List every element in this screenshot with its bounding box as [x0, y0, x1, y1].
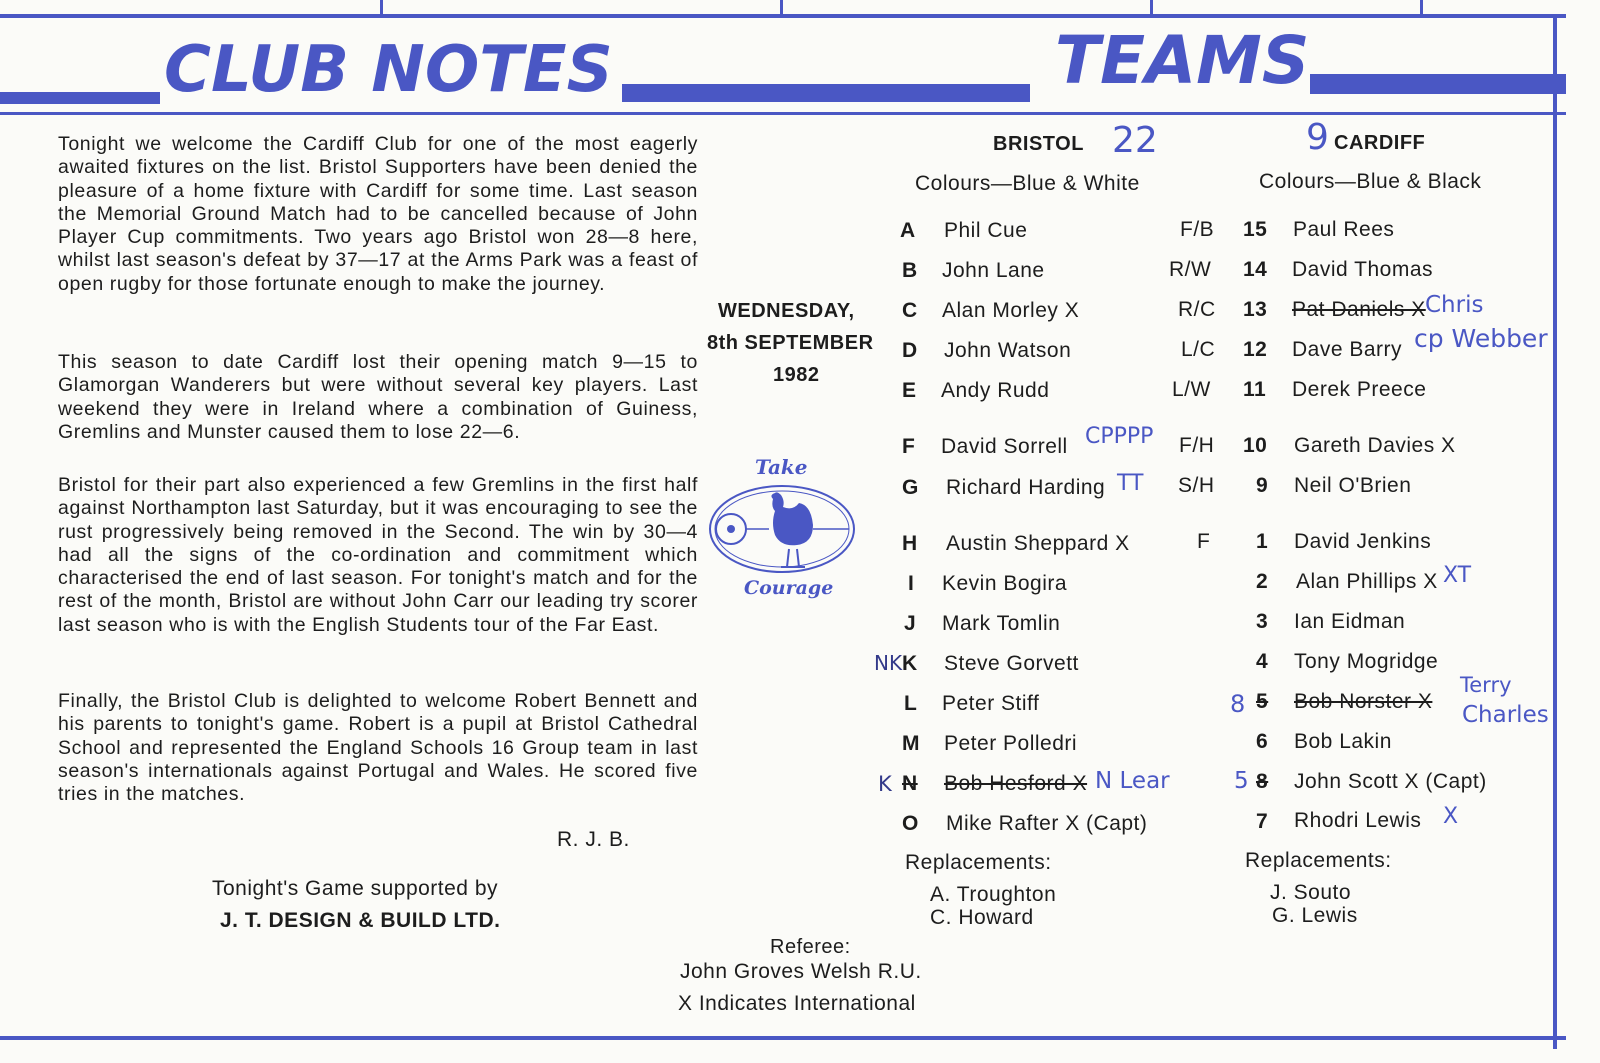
position-label: F/H	[1179, 434, 1215, 457]
page-right-border	[1553, 14, 1557, 1049]
away-player-number: 1	[1256, 530, 1269, 553]
away-player-number: 6	[1256, 730, 1269, 753]
away-player-number: 4	[1256, 650, 1269, 673]
away-player-name: Dave Barry	[1292, 338, 1403, 361]
teams-heading: TEAMS	[1055, 22, 1310, 99]
home-replacement: A. Troughton	[930, 883, 1057, 906]
away-player-number: 15	[1243, 218, 1268, 241]
sponsor-name: J. T. DESIGN & BUILD LTD.	[220, 909, 501, 932]
away-player-number: 12	[1243, 338, 1268, 361]
away-replacement: G. Lewis	[1272, 904, 1358, 927]
logo-top-text: Take	[755, 455, 808, 479]
away-player-name: Alan Phillips X	[1296, 570, 1438, 593]
away-player-number: 9	[1256, 474, 1269, 497]
referee-name: John Groves Welsh R.U.	[680, 960, 922, 983]
referee-label: Referee:	[770, 936, 851, 958]
away-player-name: Bob Norster X	[1294, 690, 1433, 713]
home-player-name: John Watson	[944, 339, 1072, 362]
home-player-letter: M	[902, 732, 920, 755]
away-team-name: CARDIFF	[1334, 132, 1426, 154]
annotation-cp-webber: cp Webber	[1414, 324, 1548, 353]
home-player-letter: E	[902, 379, 917, 402]
home-replacement: C. Howard	[930, 906, 1034, 929]
home-player-name: Mark Tomlin	[942, 612, 1061, 635]
top-tab-far	[1420, 0, 1423, 16]
away-player-name: Ian Eidman	[1294, 610, 1406, 633]
match-day: WEDNESDAY,	[718, 300, 855, 322]
home-player-letter: L	[904, 692, 918, 715]
home-player-letter: G	[902, 476, 919, 499]
match-date: 8th SEPTEMBER	[707, 332, 874, 354]
position-label: S/H	[1178, 474, 1215, 497]
position-label: L/W	[1172, 378, 1211, 401]
notes-paragraph: Finally, the Bristol Club is delighted to welcome Robert Bennett and his parents to tonight's game. Robert is a pupil at Bristol Cathedral School and represented the England Schools 16 Group team in last season's internationals against Portugal and Wales. He scored five tries in the matches.	[58, 690, 698, 806]
away-replacements-label: Replacements:	[1245, 849, 1392, 872]
home-score: 22	[1112, 120, 1158, 161]
away-player-number: 2	[1256, 570, 1269, 593]
notes-signature: R. J. B.	[557, 828, 630, 851]
away-player-number: 8	[1256, 770, 1269, 793]
home-player-letter: N	[902, 772, 918, 795]
home-player-name: Bob Hesford X	[944, 772, 1088, 795]
away-player-name: Tony Mogridge	[1294, 650, 1439, 673]
home-player-name: Mike Rafter X (Capt)	[946, 812, 1148, 835]
sponsor-line: Tonight's Game supported by	[212, 877, 498, 900]
top-tab-right	[1150, 0, 1153, 16]
home-player-name: Alan Morley X	[942, 299, 1080, 322]
page-bottom-border	[0, 1036, 1566, 1040]
home-team-name: BRISTOL	[993, 133, 1084, 155]
away-player-number: 10	[1243, 434, 1268, 457]
cockerel-icon	[707, 483, 857, 575]
annotation-nk: NK	[874, 651, 903, 675]
home-player-letter: D	[902, 339, 918, 362]
annotation-tt: TT	[1117, 471, 1144, 496]
home-player-name: Peter Polledri	[944, 732, 1078, 755]
away-player-name: Derek Preece	[1292, 378, 1427, 401]
logo-bottom-text: Courage	[744, 577, 834, 599]
home-player-name: David Sorrell	[941, 435, 1068, 458]
home-player-name: Austin Sheppard X	[946, 532, 1130, 555]
page-top-border	[0, 14, 1566, 18]
top-tab-left	[380, 0, 383, 16]
away-player-name: Pat Daniels X	[1292, 298, 1426, 321]
away-player-name: Paul Rees	[1293, 218, 1395, 241]
home-player-name: Richard Harding	[946, 476, 1106, 499]
match-year: 1982	[773, 364, 820, 386]
notes-paragraph: This season to date Cardiff lost their opening match 9—15 to Glamorgan Wanderers but were without several key players. Last weekend they were in Ireland where a combination of Guiness, Gremlins and Munster caused them to lose 22—6.	[58, 351, 698, 443]
home-player-letter: A	[900, 219, 916, 242]
home-player-name: Phil Cue	[944, 219, 1028, 242]
away-player-name: Bob Lakin	[1294, 730, 1392, 753]
home-player-letter: C	[902, 299, 918, 322]
position-label: R/W	[1169, 258, 1212, 281]
annotation-x-mark: X	[1443, 804, 1459, 829]
annotation-chris: Chris	[1425, 292, 1484, 318]
header-underline	[0, 112, 1566, 115]
club-notes-heading: CLUB NOTES	[164, 33, 613, 107]
annotation-n-lear: N Lear	[1095, 768, 1170, 794]
away-player-name: Gareth Davies X	[1294, 434, 1456, 457]
notes-paragraph: Bristol for their part also experienced a few Gremlins in the first half against Northampton last Saturday, but it was encouraging to see the rust progressively being removed in the Second. The win by 30—4 had all the signs of the co-ordination and commitment which characterised the end of last season. For tonight's match and for the rest of the month, Bristol are without John Carr our leading try scorer last season who is with the English Students tour of the Far East.	[58, 474, 698, 636]
annotation-xt: XT	[1443, 563, 1472, 588]
header-rule-middle	[622, 84, 1030, 102]
away-player-number: 7	[1256, 810, 1269, 833]
away-player-number: 13	[1243, 298, 1268, 321]
away-player-name: Rhodri Lewis	[1294, 809, 1422, 832]
annotation-cpppp: CPPPP	[1085, 424, 1154, 449]
home-player-letter: O	[902, 812, 919, 835]
away-colours: Colours—Blue & Black	[1259, 170, 1482, 193]
position-label: R/C	[1178, 298, 1216, 321]
header-rule-left	[0, 92, 160, 104]
annotation-eight: 8	[1230, 690, 1246, 718]
home-player-letter: K	[902, 652, 918, 675]
header-rule-right	[1310, 74, 1566, 94]
home-player-letter: J	[904, 612, 917, 635]
away-player-number: 14	[1243, 258, 1268, 281]
position-label: F/B	[1180, 218, 1215, 241]
away-player-name: Neil O'Brien	[1294, 474, 1412, 497]
international-footnote: X Indicates International	[678, 992, 916, 1015]
courage-logo	[700, 455, 860, 605]
away-player-name: David Thomas	[1292, 258, 1434, 281]
top-tab-mid	[780, 0, 783, 16]
away-player-name: David Jenkins	[1294, 530, 1432, 553]
home-player-name: Kevin Bogira	[942, 572, 1068, 595]
annotation-five: 5	[1234, 768, 1249, 794]
away-player-number: 5	[1256, 690, 1269, 713]
home-player-letter: B	[902, 259, 918, 282]
position-label: L/C	[1181, 338, 1216, 361]
home-player-name: Steve Gorvett	[944, 652, 1079, 675]
home-replacements-label: Replacements:	[905, 851, 1052, 874]
home-player-letter: H	[902, 532, 918, 555]
annotation-k: K	[878, 772, 892, 796]
home-player-name: Peter Stiff	[942, 692, 1040, 715]
away-score: 9	[1306, 117, 1329, 158]
home-colours: Colours—Blue & White	[915, 172, 1140, 195]
home-player-name: John Lane	[942, 259, 1045, 282]
annotation-charles: Charles	[1462, 702, 1549, 728]
away-replacement: J. Souto	[1270, 881, 1352, 904]
home-player-letter: F	[902, 435, 916, 458]
annotation-terry: Terry	[1460, 673, 1512, 697]
away-player-name: John Scott X (Capt)	[1294, 770, 1487, 793]
away-player-number: 3	[1256, 610, 1269, 633]
position-label: F	[1197, 530, 1211, 553]
home-player-letter: I	[908, 572, 915, 595]
home-player-name: Andy Rudd	[941, 379, 1050, 402]
away-player-number: 11	[1243, 378, 1267, 401]
notes-paragraph: Tonight we welcome the Cardiff Club for one of the most eagerly awaited fixtures on the list. Bristol Supporters have been denied the pleasure of a home fixture with Cardiff for some time. Last season the Memorial Ground Match had to be cancelled because of John Player Cup commitments. Two years ago Bristol won 28—8 here, whilst last season's defeat by 37—17 at the Arms Park was a feast of open rugby for those fortunate enough to make the journey.	[58, 133, 698, 295]
